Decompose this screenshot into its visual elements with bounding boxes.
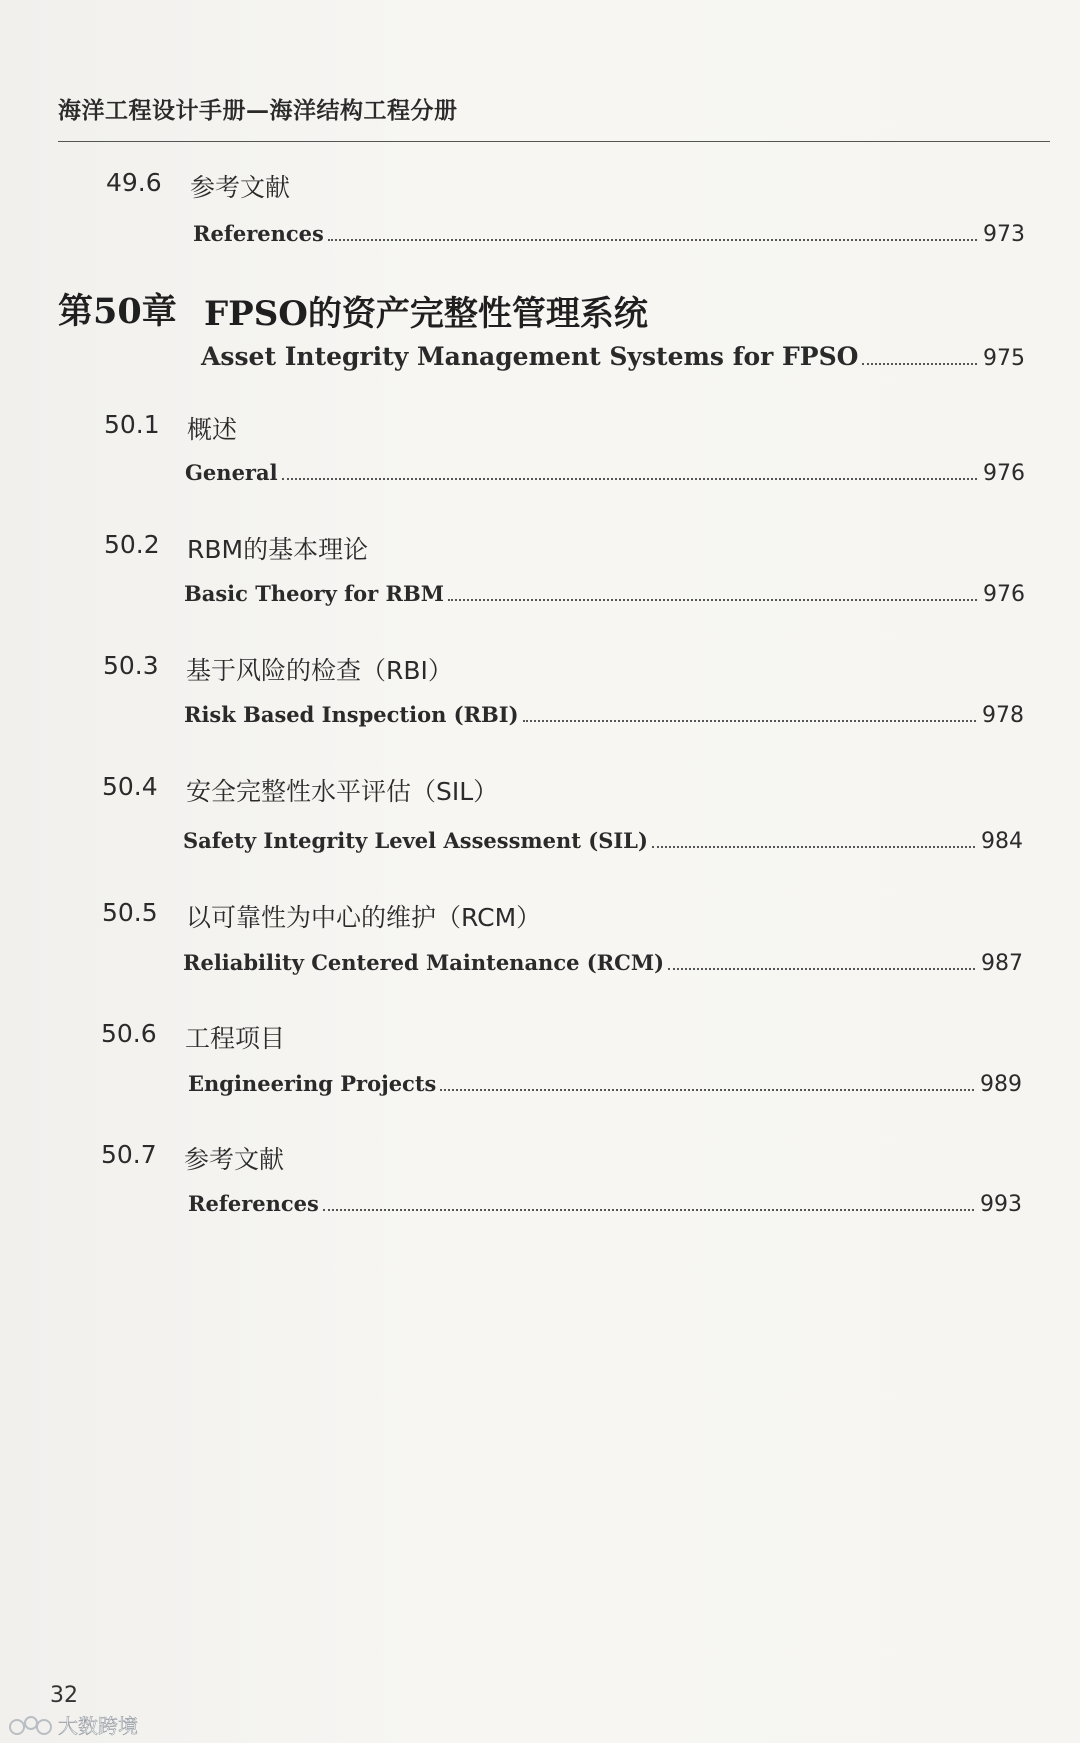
toc-entry[interactable] bbox=[193, 221, 1025, 247]
toc-entry[interactable] bbox=[184, 581, 1025, 607]
entry-english-title: Reliability Centered Maintenance (RCM) bbox=[183, 950, 665, 975]
entry-english-title: References bbox=[193, 221, 324, 246]
section-number: 50.5 bbox=[102, 898, 158, 927]
section-title: RBM的基本理论 bbox=[187, 535, 369, 564]
toc-entry[interactable] bbox=[188, 1191, 1022, 1217]
chapter-title: FPSO的资产完整性管理系统 bbox=[204, 294, 648, 334]
entry-english-title: Basic Theory for RBM bbox=[184, 581, 444, 606]
toc-entry[interactable] bbox=[184, 702, 1024, 728]
dot-leader bbox=[282, 478, 977, 480]
page-number: 978 bbox=[982, 703, 1024, 728]
toc-entry[interactable] bbox=[183, 828, 1023, 854]
page-number: 984 bbox=[981, 829, 1023, 854]
dot-leader bbox=[523, 720, 976, 722]
section-title: 基于风险的检查（RBI） bbox=[186, 656, 453, 685]
dot-leader bbox=[652, 846, 975, 848]
chapter-english-title: Asset Integrity Management Systems for FPSO bbox=[201, 342, 859, 371]
section-number: 50.4 bbox=[102, 772, 158, 801]
watermark bbox=[8, 1710, 138, 1739]
section-title: 概述 bbox=[187, 415, 238, 444]
dot-leader bbox=[440, 1089, 974, 1091]
section-number: 50.6 bbox=[101, 1019, 157, 1048]
entry-english-title: Engineering Projects bbox=[188, 1071, 437, 1096]
section-title: 工程项目 bbox=[185, 1024, 286, 1053]
chapter-number: 第50章 bbox=[58, 291, 177, 332]
page-number: 987 bbox=[981, 951, 1023, 976]
page-number: 976 bbox=[983, 582, 1025, 607]
section-title: 以可靠性为中心的维护（RCM） bbox=[186, 903, 542, 932]
entry-english-title: Safety Integrity Level Assessment (SIL) bbox=[183, 828, 648, 853]
toc-entry[interactable] bbox=[188, 1071, 1022, 1097]
dot-leader bbox=[448, 599, 977, 601]
section-number: 50.7 bbox=[101, 1140, 157, 1169]
page-number: 973 bbox=[983, 222, 1025, 247]
chapter-entry[interactable] bbox=[201, 342, 1025, 371]
entry-english-title: Risk Based Inspection (RBI) bbox=[184, 702, 519, 727]
dot-leader bbox=[328, 239, 977, 241]
section-number: 50.1 bbox=[104, 410, 160, 439]
page-number-footer: 32 bbox=[50, 1683, 78, 1708]
toc-entry[interactable] bbox=[183, 950, 1023, 976]
running-header: 海洋工程设计手册—海洋结构工程分册 bbox=[58, 97, 458, 124]
section-number: 49.6 bbox=[106, 168, 162, 197]
section-title: 参考文献 bbox=[184, 1145, 285, 1174]
dot-leader bbox=[323, 1209, 974, 1211]
dot-leader bbox=[862, 363, 977, 365]
section-number: 50.2 bbox=[104, 530, 160, 559]
header-rule bbox=[58, 141, 1050, 142]
entry-english-title: General bbox=[185, 460, 278, 485]
toc-entry[interactable] bbox=[185, 460, 1025, 486]
entry-english-title: References bbox=[188, 1191, 319, 1216]
section-title: 参考文献 bbox=[190, 173, 291, 202]
page-number: 993 bbox=[980, 1192, 1022, 1217]
page-number: 989 bbox=[980, 1072, 1022, 1097]
section-number: 50.3 bbox=[103, 651, 159, 680]
watermark-text: 大数跨境 bbox=[58, 1714, 138, 1738]
page-number: 975 bbox=[983, 346, 1025, 371]
section-title: 安全完整性水平评估（SIL） bbox=[186, 777, 499, 806]
page-number: 976 bbox=[983, 461, 1025, 486]
dot-leader bbox=[668, 968, 975, 970]
watermark-logo-icon bbox=[8, 1714, 54, 1736]
